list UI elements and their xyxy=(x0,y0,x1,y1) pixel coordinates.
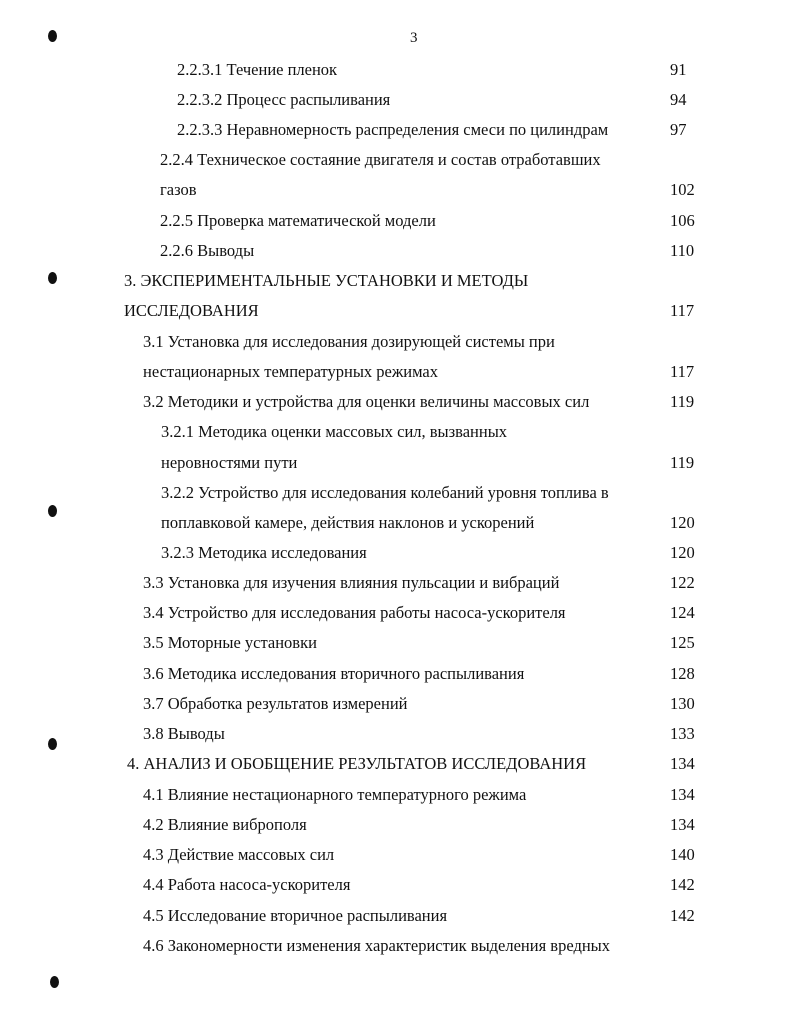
toc-entry-page: 142 xyxy=(670,875,695,894)
toc-entry-page: 91 xyxy=(670,60,687,79)
toc-entry-title: 3.7 Обработка результатов измерений xyxy=(143,694,408,713)
toc-entry xyxy=(0,753,799,783)
toc-entry-title: 3.2.3 Методика исследования xyxy=(161,543,367,562)
toc-entry xyxy=(0,300,799,330)
toc-entry-title: 3.2.2 Устройство для исследования колебаний уровня топлива в xyxy=(161,483,609,502)
toc-entry xyxy=(0,512,799,542)
toc-entry-page: 97 xyxy=(670,120,687,139)
toc-entry-title: 3.4 Устройство для исследования работы насоса-ускорителя xyxy=(143,603,566,622)
toc-entry xyxy=(0,361,799,391)
toc-entry xyxy=(0,270,799,300)
toc-entry-page: 119 xyxy=(670,453,695,472)
toc-entry-page: 134 xyxy=(670,785,695,804)
toc-entry-title: неровностями пути xyxy=(161,453,298,472)
toc-entry-title: 4.3 Действие массовых сил xyxy=(143,845,335,864)
toc-entry-title: 3.2 Методики и устройства для оценки величины массовых сил xyxy=(143,392,590,411)
toc-entry xyxy=(0,89,799,119)
toc-entry xyxy=(0,59,799,89)
toc-entry xyxy=(0,542,799,572)
toc-entry-title: 4.2 Влияние виброполя xyxy=(143,815,307,834)
toc-entry-page: 122 xyxy=(670,573,695,592)
toc-entry xyxy=(0,119,799,149)
toc-entry xyxy=(0,814,799,844)
toc-entry xyxy=(0,723,799,753)
toc-entry-title: газов xyxy=(160,180,197,199)
toc-entry-page: 140 xyxy=(670,845,695,864)
toc-entry-title: 2.2.4 Техническое состаяние двигателя и состав отработавших xyxy=(160,150,601,169)
toc-entry-title: 2.2.3.2 Процесс распыливания xyxy=(177,90,391,109)
toc-entry-page: 117 xyxy=(670,362,695,381)
toc-entry-title: 3.1 Установка для исследования дозирующей системы при xyxy=(143,332,555,351)
toc-entry-page: 142 xyxy=(670,906,695,925)
toc-entry-page: 133 xyxy=(670,724,695,743)
toc-entry-page: 119 xyxy=(670,392,695,411)
toc-entry xyxy=(0,663,799,693)
toc-entry-title: 3.5 Моторные установки xyxy=(143,633,317,652)
page-number: 3 xyxy=(410,30,418,46)
toc-entry xyxy=(0,874,799,904)
toc-entry xyxy=(0,240,799,270)
toc-entry-page: 128 xyxy=(670,664,695,683)
toc-entry xyxy=(0,935,799,965)
toc-entry xyxy=(0,844,799,874)
toc-entry-page: 117 xyxy=(670,301,695,320)
toc-entry-page: 120 xyxy=(670,513,695,532)
toc-entry-title: нестационарных температурных режимах xyxy=(143,362,438,381)
toc-entry-title: 3.2.1 Методика оценки массовых сил, вызванных xyxy=(161,422,508,441)
toc-entry-page: 102 xyxy=(670,180,695,199)
toc-entry xyxy=(0,452,799,482)
toc-entry-title: 3. ЭКСПЕРИМЕНТАЛЬНЫЕ УСТАНОВКИ И МЕТОДЫ xyxy=(124,271,529,290)
toc-entry-page: 110 xyxy=(670,241,695,260)
toc-entry-title: 2.2.6 Выводы xyxy=(160,241,255,260)
toc-entry-title: поплавковой камере, действия наклонов и ускорений xyxy=(161,513,535,532)
toc-entry-title: 3.8 Выводы xyxy=(143,724,225,743)
toc-entry xyxy=(0,632,799,662)
toc-entry-page: 134 xyxy=(670,754,695,773)
toc-entry-page: 134 xyxy=(670,815,695,834)
toc-entry-title: 2.2.5 Проверка математической модели xyxy=(160,211,436,230)
toc-entry xyxy=(0,602,799,632)
toc-entry-title: 4.5 Исследование вторичное распыливания xyxy=(143,906,448,925)
binder-hole-mark xyxy=(50,976,59,988)
toc-entry-page: 94 xyxy=(670,90,687,109)
toc-entry-title: 4.6 Закономерности изменения характеристик выделения вредных xyxy=(143,936,611,955)
toc-entry xyxy=(0,331,799,361)
toc-entry-title: 4.1 Влияние нестационарного температурного режима xyxy=(143,785,527,804)
toc-entry-title: 4.4 Работа насоса-ускорителя xyxy=(143,875,351,894)
toc-entry-title: 3.6 Методика исследования вторичного распыливания xyxy=(143,664,525,683)
toc-entry-title: ИССЛЕДОВАНИЯ xyxy=(124,301,259,320)
binder-hole-mark xyxy=(48,30,57,42)
toc-entry-title: 2.2.3.1 Течение пленок xyxy=(177,60,338,79)
toc-entry-title: 4. АНАЛИЗ И ОБОБЩЕНИЕ РЕЗУЛЬТАТОВ ИССЛЕДОВАНИЯ xyxy=(127,754,587,773)
toc-entry xyxy=(0,693,799,723)
toc-entry-title: 2.2.3.3 Неравномерность распределения смеси по цилиндрам xyxy=(177,120,609,139)
toc-entry xyxy=(0,179,799,209)
toc-entry-page: 125 xyxy=(670,633,695,652)
toc-entry-page: 120 xyxy=(670,543,695,562)
toc-entry xyxy=(0,421,799,451)
toc-entry xyxy=(0,482,799,512)
toc-entry xyxy=(0,784,799,814)
toc-entry xyxy=(0,391,799,421)
toc-entry-page: 124 xyxy=(670,603,695,622)
toc-entry-page: 130 xyxy=(670,694,695,713)
toc-entry-page: 106 xyxy=(670,211,695,230)
toc-entry xyxy=(0,210,799,240)
toc-entry-title: 3.3 Установка для изучения влияния пульсации и вибраций xyxy=(143,573,560,592)
toc-entry xyxy=(0,572,799,602)
toc-entry xyxy=(0,149,799,179)
toc-entry xyxy=(0,905,799,935)
